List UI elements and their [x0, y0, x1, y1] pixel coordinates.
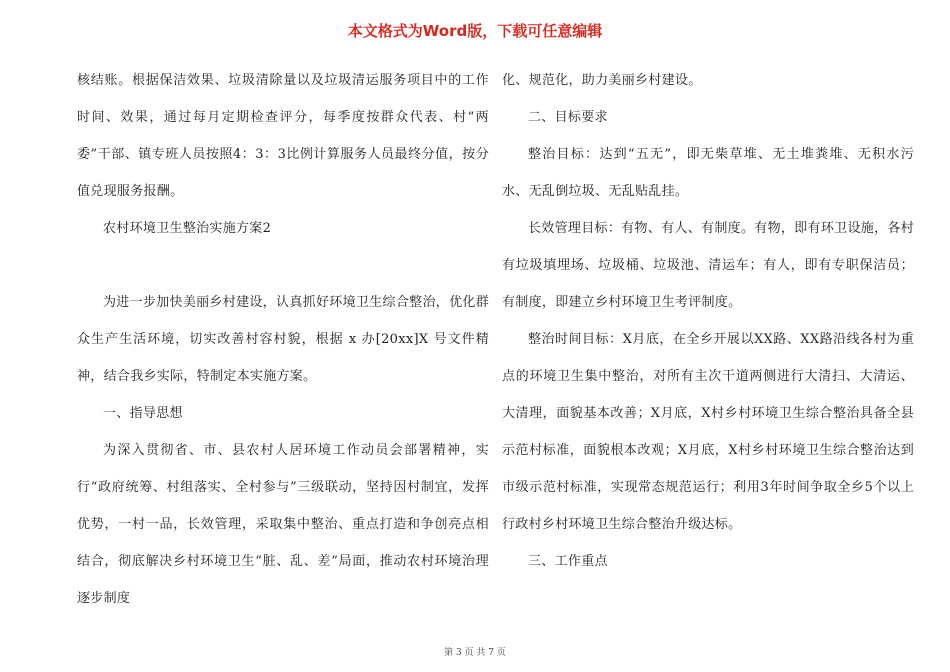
paragraph: 一、指导思想: [103, 406, 183, 421]
paragraph: 农村环境卫生整治实施方案2: [103, 221, 272, 236]
paragraph: 二、目标要求: [528, 110, 608, 125]
paragraph: 为进一步加快美丽乡村建设，认真抓好环境卫生综合整治，优化群众生产生活环境，切实改善村容村貌，根据 x 办[20xx]X 号文件精神，结合我乡实际，特制定本实施方案。: [77, 295, 489, 384]
paragraph: 整治时间目标：X月底，在全乡开展以XX路、XX路沿线各村为重点的环境卫生集中整治，对所有主次干道两侧进行大清扫、大清运、大清理，面貌基本改善；X月底，X村乡村环境卫生综合整治具备全县示范村标准，面貌根本改观；X月底，X村乡村环境卫生综合整治达到市级示范村标准，实现常态规范运行；利用3年时间争取全乡5个以上行政村乡村环境卫生综合整治升级达标。: [502, 332, 914, 532]
right-column: [502, 62, 914, 580]
paragraph: 整治目标：达到“五无”，即无柴草堆、无土堆粪堆、无积水污水、无乱倒垃圾、无乱贴乱挂。: [502, 147, 914, 199]
header-banner: 本文格式为Word版，下载可任意编辑: [347, 22, 603, 40]
paragraph: 化、规范化，助力美丽乡村建设。: [502, 73, 702, 88]
paragraph: 核结账。根据保洁效果、垃圾清除量以及垃圾清运服务项目中的工作时间、效果，通过每月定期检查评分，每季度按群众代表、村“两委”干部、镇专班人员按照4：3：3比例计算服务人员最终分值，按分值兑现服务报酬。: [77, 73, 489, 199]
paragraph: 为深入贯彻省、市、县农村人居环境工作动员会部署精神，实行“政府统筹、村组落实、全村参与”三级联动，坚持因村制宜，发挥优势，一村一品，长效管理，采取集中整治、重点打造和争创亮点相结合，彻底解决乡村环境卫生“脏、乱、差”局面，推动农村环境治理逐步制度: [77, 443, 489, 606]
blank-line: [77, 247, 489, 284]
paragraph: 长效管理目标：有物、有人、有制度。有物，即有环卫设施，各村有垃圾填埋场、垃圾桶、垃圾池、清运车；有人，即有专职保洁员；有制度，即建立乡村环境卫生考评制度。: [502, 221, 914, 310]
left-column: [77, 62, 489, 617]
page-number-footer: 第 3 页 共 7 页: [444, 648, 506, 658]
paragraph: 三、工作重点: [528, 554, 608, 569]
